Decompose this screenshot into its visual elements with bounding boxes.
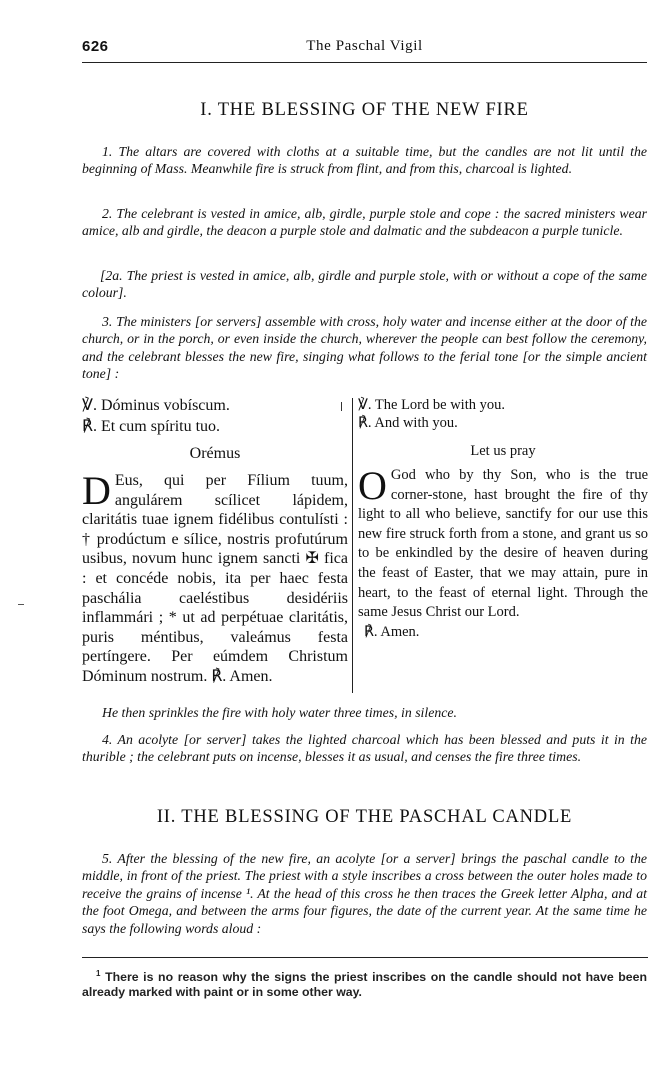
latin-prayer [82,468,348,687]
english-letpray-block [358,443,648,460]
rubric-paragraph-2: 2. The celebrant is vested in amice, alb, girdle, purple stole and cope : the sacred ministers wear amice, alb and girdle, the deacon a purple stole and dalmatic and the subdeacon a purple tunicle. [82,206,647,239]
running-title: The Paschal Vigil [306,38,423,54]
latin-oremus-block [82,445,348,463]
latin-column [82,395,348,437]
rubric-paragraph-4: 4. An acolyte [or server] takes the lighted charcoal which has been blessed and puts it in the thurible ; the celebrant puts on incense, blesses it as usual, and censes the fire three times. [82,732,647,765]
english-prayer [358,463,648,623]
english-column [358,396,648,432]
english-dropcap: O [358,463,387,508]
latin-versicle: ℣. Dóminus vobíscum. [82,397,230,414]
page-header [82,38,647,63]
latin-response: ℟. Et cum spíritu tuo. [82,418,221,435]
footnote-text: There is no reason why the signs the priest inscribes on the candle should not have been already marked with paint or in some other way. [82,970,648,1000]
column-divider [352,398,353,693]
rubric-sprinkle: He then sprinkles the fire with holy water three times, in silence. [102,705,457,720]
rubric-paragraph-1: 1. The altars are covered with cloths at a suitable time, but the candles are not lit until the beginning of Mass. Meanwhile fire is struck from flint, and from this, charcoal is lighted. [82,144,647,177]
rubric-paragraph-5: 5. After the blessing of the new fire, an acolyte [or a server] brings the paschal candle to the middle, in front of the priest. The priest with a style inscribes a cross between the outer holes made to receive the grains of incense ¹. At the head of this cross he then traces the Greek letter Alpha, and at the foot Omega, and between the arms four figures, the date of the current year. At the same time he says the following words aloud : [82,851,647,936]
english-let-us-pray: Let us pray [470,443,536,459]
latin-oremus: Orémus [189,445,241,462]
section-heading-new-fire: I. THE BLESSING OF THE NEW FIRE [200,100,529,120]
page-number: 626 [82,38,109,55]
english-prayer-block [358,463,648,642]
footnote-mark: 1 [96,969,101,978]
latin-prayer-block [82,468,348,687]
latin-prayer-text: Eus, qui per Fílium tuum, angulárem scílicet lápidem, claritátis tuae ignem fidélibus contulísti : † prodúctum e sílice, nostris profutúrum usibus, novum hunc ignem sancti ✠ fica : et concéde nobis, ita per haec festa paschália caeléstibus desidériis inflammári ; * ut ad perpétuae claritátis, puris méntibus, valeámus festa pertíngere. Per eúmdem Christum Dóminum nostrum. ℟. Amen. [82,472,348,685]
english-prayer-text: God who by thy Son, who is the true corner-stone, hast brought the fire of thy light to all who believe, sanctify for our use this new fire struck forth from a stone, and grant us so to be enkindled by the desire of heaven during the feast of Easter, that we may attain, pure in heart, to the feast of eternal light. Through the same Jesus Christ our Lord. [358,467,648,621]
footnote [82,966,647,1000]
margin-mark [18,604,24,605]
english-response: ℟. And with you. [358,415,458,431]
section-heading-paschal-candle: II. THE BLESSING OF THE PASCHAL CANDLE [156,807,573,827]
latin-dropcap: D [82,468,111,513]
english-amen: ℟. Amen. [364,623,420,640]
rubric-paragraph-2a: [2a. The priest is vested in amice, alb, girdle and purple stole, with or without a cope of the same colour]. [82,268,647,301]
english-versicle: ℣. The Lord be with you. [358,397,505,413]
rubric-paragraph-3: 3. The ministers [or servers] assemble with cross, holy water and incense either at the door of the church, or in the porch, or even inside the church, wherever the people can best follow the ceremony, and the celebrant blesses the new fire, singing what follows to the ferial tone [or the simple ancient tone] : [82,314,647,382]
footnote-rule [82,957,648,958]
